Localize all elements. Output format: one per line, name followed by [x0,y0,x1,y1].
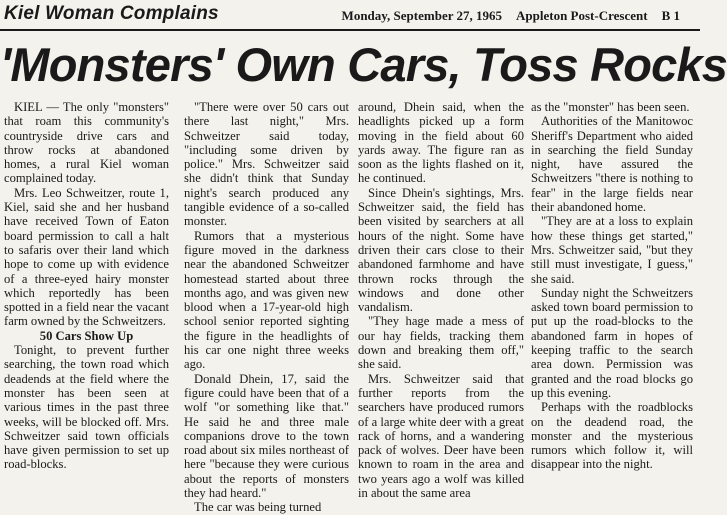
section-page: B 1 [661,8,680,23]
article-body [0,100,700,515]
paragraph: "They hage made a mess of our hay fields, tracking them down and breaking them off," she said. [358,314,524,372]
article-column-4 [531,100,693,501]
newspaper-name: Appleton Post-Crescent [516,8,648,23]
paragraph: Authorities of the Manitowoc Sheriff's Department who aided in searching the field Sunday night, have assured the Schweitzers "there is nothing to fear" in the large fields near their abandoned home. [531,114,693,215]
header-rule [0,29,700,31]
paragraph: The car was being turned [194,500,322,515]
paragraph: Tonight, to prevent further searching, the town road which deadends at the field where the monster has been seen at various times in the past three weeks, will be blocked off. Mrs. Schweitzer said town officials have given permission to set up road-blocks. [4,343,169,472]
paragraph: "They are at a loss to explain how these things get started," Mrs. Schweitzer said, "but they still must investigate, I guess," she said. [531,214,693,286]
article-column-2 [184,100,349,515]
article-column-1 [4,100,169,501]
paragraph: Since Dhein's sightings, Mrs. Schweitzer said, the field has been visited by searchers at all hours of the night. Some have driven their cars close to their abandoned farmhome and have thrown rocks through the windows and done other vandalism. [358,185,524,315]
dateline [328,8,680,24]
paragraph: Sunday night the Schweitzers asked town board permission to put up the road-blocks to the abandoned farm in hopes of keeping traffic to the search area down. Permission was granted and the road blocks go up this evening. [531,285,693,400]
publication-date: Monday, September 27, 1965 [341,8,503,23]
paragraph: Rumors that a mysterious figure moved in the darkness near the abandoned Schweitzer homestead started about three months ago, and was given new blood when a 17-year-old high school senior reported sighting the figure in the headlights of his car one night three weeks ago. [184,228,349,372]
paragraph: Perhaps with the roadblocks on the deadend road, the monster and the mysterious rumors which follow it, will disappear into the night. [531,400,693,472]
paragraph: Mrs. Leo Schweitzer, route 1, Kiel, said she and her husband have received Town of Eaton board permission to call a halt to safaris over their land which hope to come up with evidence of a three-eyed hairy monster which reportedly has been spotted in a field near the vacant farm owned by the Schweitzers. [4,185,169,329]
paragraph: "There were over 50 cars out there last night," Mrs. Schweitzer said today, "including some driven by police." Mrs. Schweitzer said she didn't think that Sunday night's search produced any tangible evidence of a so-called monster. [184,100,349,229]
headline: 'Monsters' Own Cars, Toss Rocks [0,38,727,91]
paragraph: as the "monster" has been seen. [531,100,690,114]
page-header [0,0,700,30]
paragraph: Mrs. Schweitzer said that further reports from the searchers have produced rumors of a large white deer with a great rack of horns, and a wandering pack of wolves. Deer have been known to roam in the area and two years ago a wolf was killed in about the same area [358,371,524,501]
article-column-3 [358,100,524,501]
subheading: 50 Cars Show Up [39,328,134,343]
paragraph: Donald Dhein, 17, said the figure could have been that of a wolf "or something like that." He said he and three male companions drove to the town road about six miles northeast of here "because they were curious about the reports of monsters they had heard." [184,371,349,501]
kicker-label: Kiel Woman Complains [4,3,219,24]
paragraph: around, Dhein said, when the headlights picked up a form moving in the field about 60 yards away. The figure ran as soon as the lights flashed on it, he continued. [358,100,524,186]
paragraph: KIEL — The only "monsters" that roam this community's countryside drive cars and throw rocks at abandoned homes, a rural Kiel woman complained today. [4,100,169,186]
